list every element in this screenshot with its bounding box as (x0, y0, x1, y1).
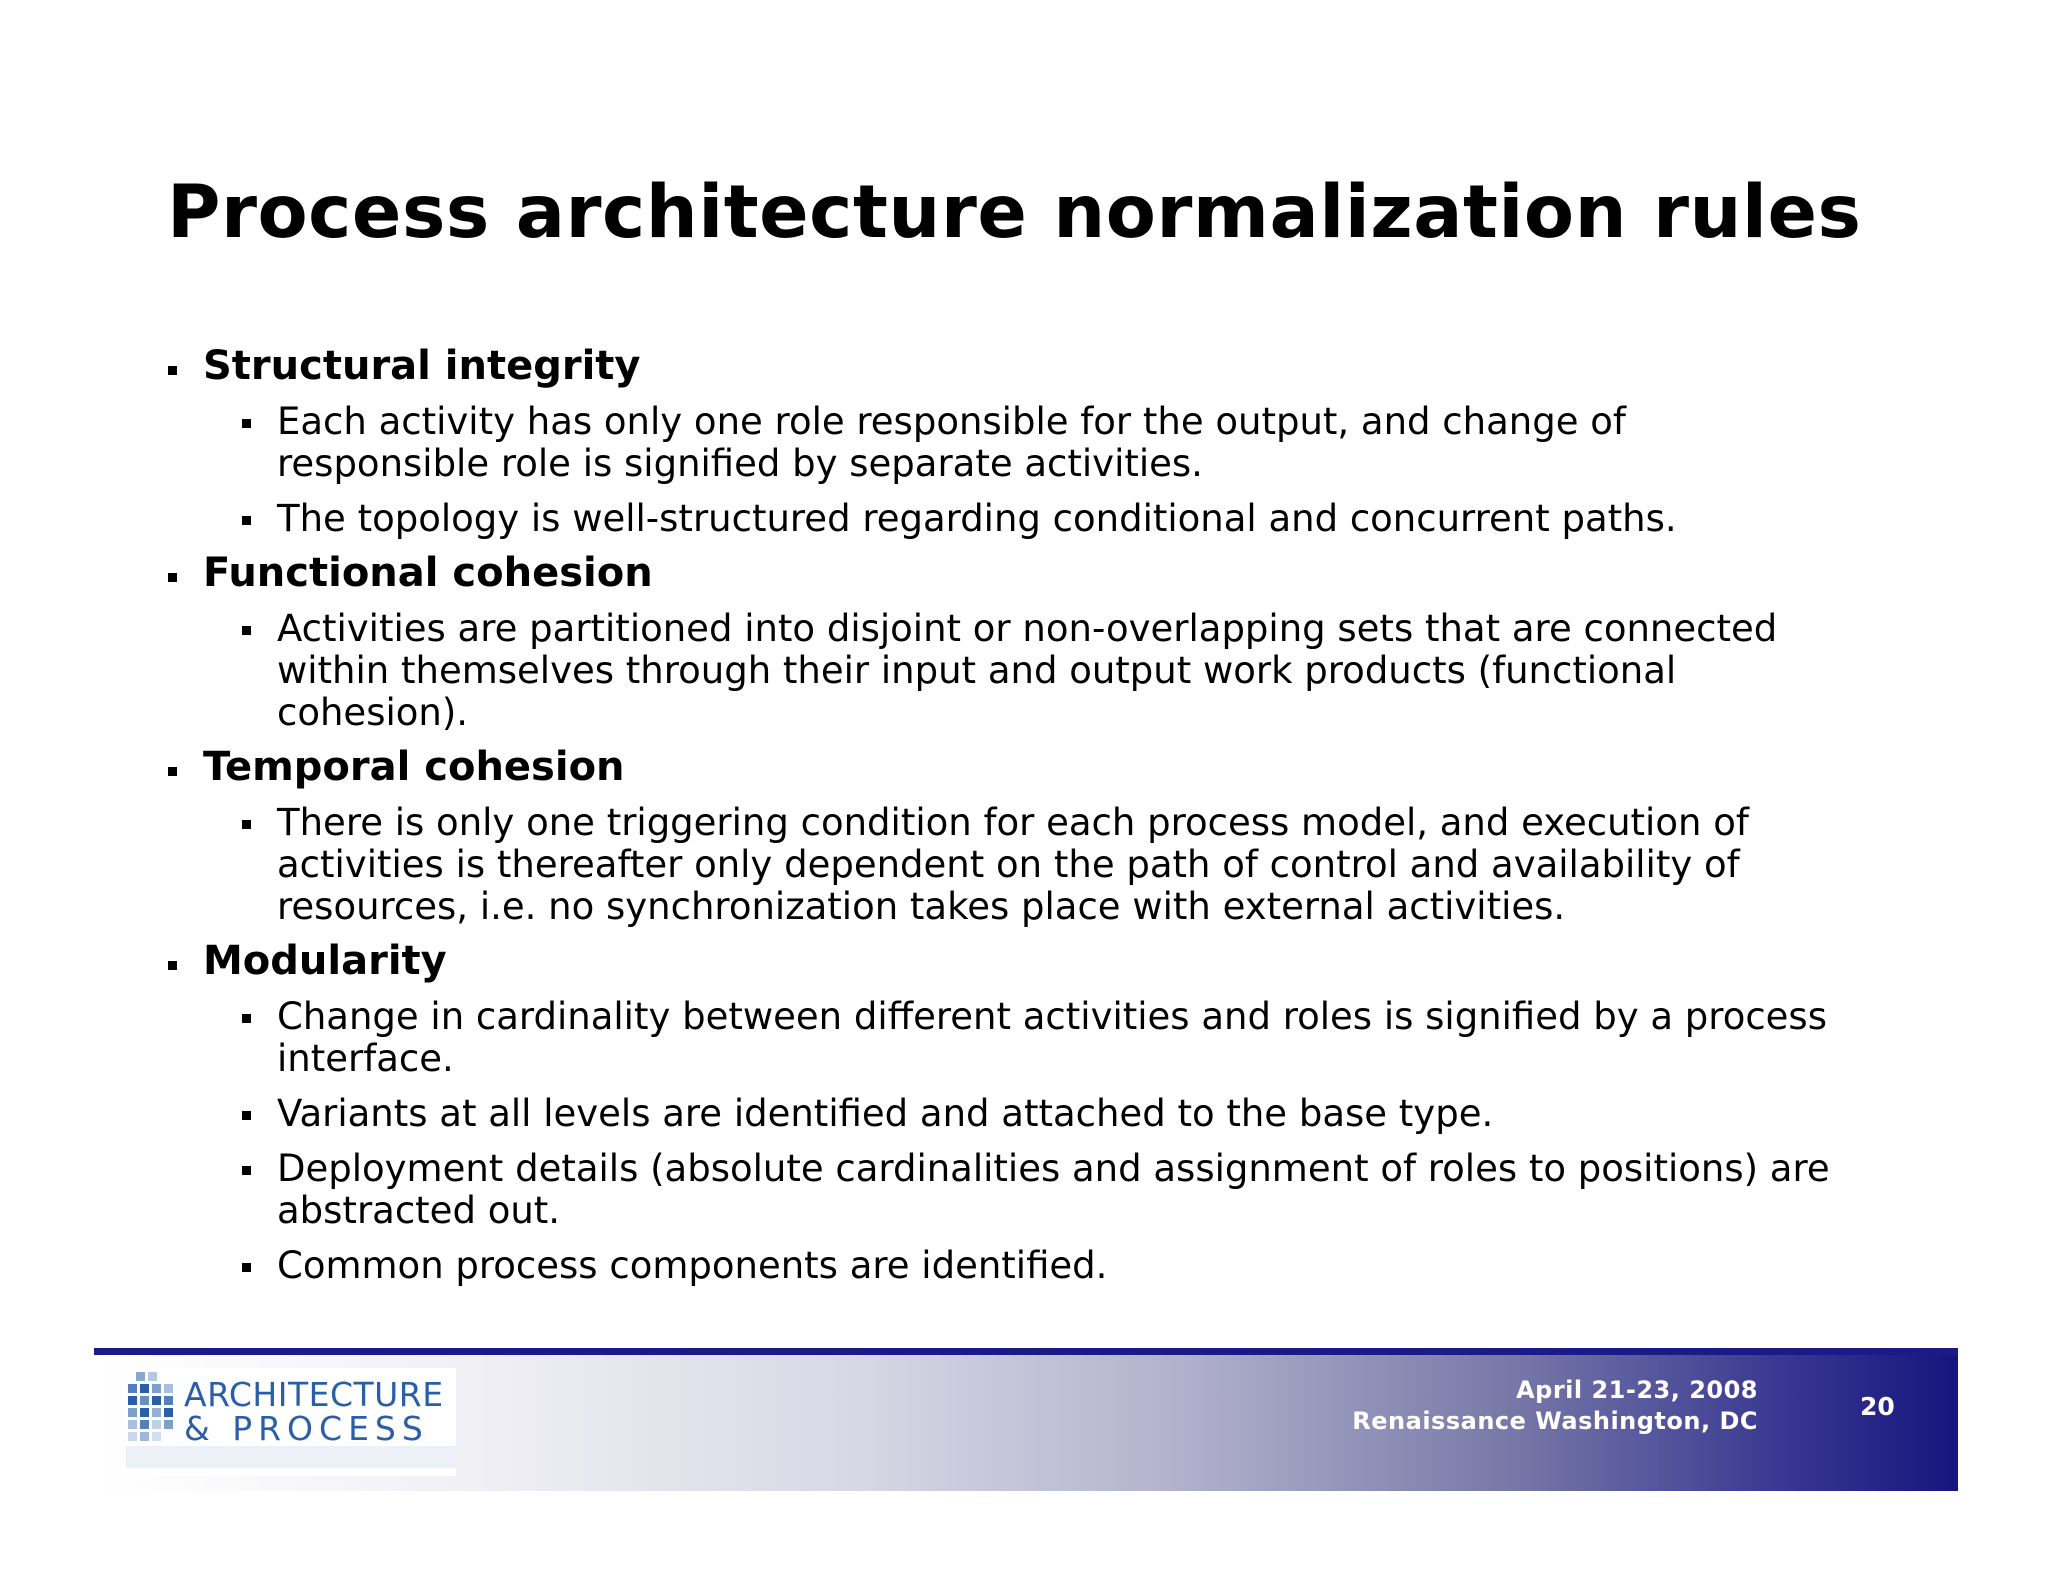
square-bullet-icon (242, 1166, 251, 1175)
section-heading-temporal-cohesion (167, 746, 1887, 789)
square-bullet-icon (242, 1014, 251, 1023)
list-item (167, 498, 1837, 540)
section-heading-text: Structural integrity (203, 343, 641, 389)
list-item-text: Activities are partitioned into disjoint or non-overlapping sets that are connected within themselves through their input and output work products (functional cohesion). (277, 607, 1778, 734)
section-heading-text: Temporal cohesion (203, 744, 625, 790)
square-bullet-icon (242, 1263, 251, 1272)
slide-title: Process architecture normalization rules (167, 170, 1862, 255)
square-bullet-icon (242, 1111, 251, 1120)
list-item (167, 401, 1837, 485)
list-item-text: The topology is well-structured regarding conditional and concurrent paths. (277, 497, 1677, 540)
square-bullet-icon (242, 820, 251, 829)
bullet-list (167, 345, 1887, 1287)
list-item-text: Common process components are identified. (277, 1244, 1108, 1287)
list-item-text: Change in cardinality between different activities and roles is signified by a process interface. (277, 995, 1827, 1080)
event-date: April 21-23, 2008 (1516, 1376, 1758, 1404)
list-item (167, 1148, 1837, 1232)
square-bullet-icon (168, 366, 177, 375)
page-number: 20 (1860, 1392, 1895, 1421)
logo-text-line2: & PROCESS (184, 1409, 429, 1448)
list-item-text: Variants at all levels are identified and attached to the base type. (277, 1092, 1494, 1135)
list-item (167, 1093, 1837, 1135)
square-bullet-icon (168, 573, 177, 582)
square-bullet-icon (168, 767, 177, 776)
section-heading-modularity (167, 940, 1887, 983)
event-location: Renaissance Washington, DC (1352, 1407, 1758, 1435)
list-item-text: Deployment details (absolute cardinalities and assignment of roles to positions) are abstracted out. (277, 1147, 1830, 1232)
logo-mark-icon (126, 1368, 456, 1476)
list-item (167, 996, 1837, 1080)
section-heading-text: Modularity (203, 938, 447, 984)
section-heading-structural-integrity (167, 345, 1887, 388)
list-item (167, 802, 1837, 928)
architecture-process-logo (126, 1368, 456, 1476)
square-bullet-icon (242, 419, 251, 428)
section-heading-functional-cohesion (167, 552, 1887, 595)
logo-text-line1: ARCHITECTURE (184, 1375, 444, 1414)
section-heading-text: Functional cohesion (203, 550, 653, 596)
list-item-text: Each activity has only one role responsible for the output, and change of responsible role is signified by separate activities. (277, 400, 1626, 485)
square-bullet-icon (168, 961, 177, 970)
list-item (167, 608, 1837, 734)
square-bullet-icon (242, 516, 251, 525)
event-info (1352, 1375, 1758, 1437)
footer-rule (94, 1348, 1958, 1355)
list-item (167, 1245, 1837, 1287)
square-bullet-icon (242, 626, 251, 635)
list-item-text: There is only one triggering condition for each process model, and execution of activities is thereafter only dependent on the path of control and availability of resources, i.e. no synchronization takes place with external activities. (277, 801, 1749, 928)
